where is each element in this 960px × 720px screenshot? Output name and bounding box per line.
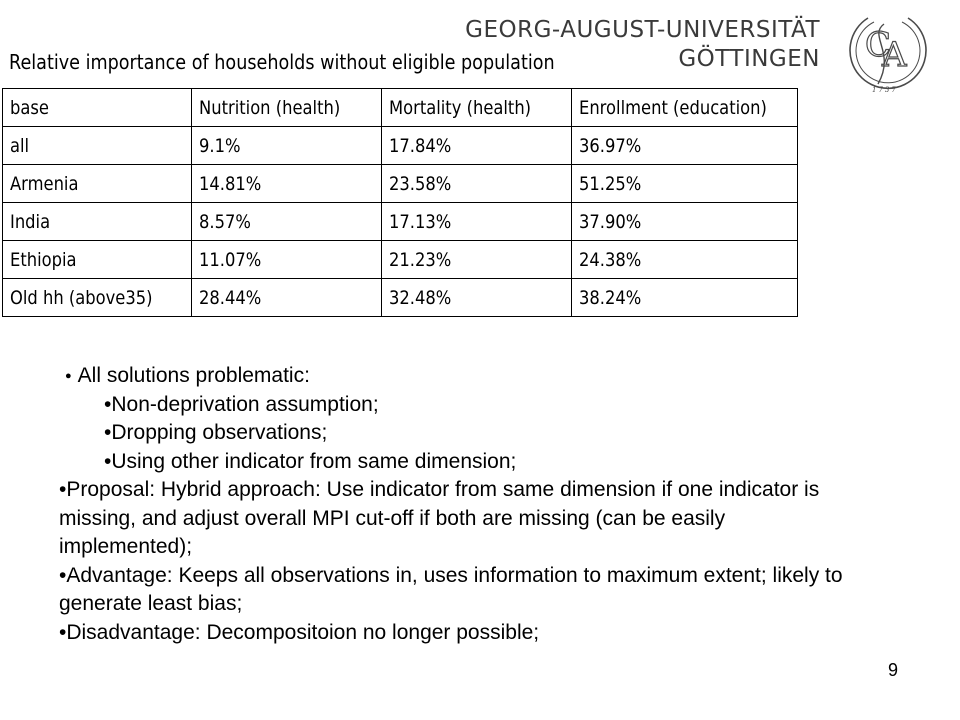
table-row [3, 203, 798, 241]
sub-bullet-item: •Non-deprivation assumption; [104, 392, 379, 416]
table-cell: 9.1% [192, 127, 382, 165]
university-name-line2: GÖTTINGEN [678, 46, 820, 72]
table-cell: 37.90% [572, 203, 798, 241]
header-cell: base [3, 89, 192, 127]
bullet-item: •Disadvantage: Decompositoion no longer possible; [59, 620, 540, 644]
table-row [3, 127, 798, 165]
page-number: 9 [888, 660, 899, 680]
table-cell: 23.58% [382, 165, 572, 203]
table-cell: 21.23% [382, 241, 572, 279]
table-cell: 17.13% [382, 203, 572, 241]
sub-bullet-item: •Dropping observations; [104, 421, 328, 444]
table-cell: Armenia [3, 165, 192, 203]
svg-text:C: C [865, 25, 892, 65]
table-cell: all [3, 127, 192, 165]
header-cell: Nutrition (health) [192, 89, 382, 127]
table-cell: Old hh (above35) [3, 279, 192, 317]
table-row [3, 241, 798, 279]
table-header-row [3, 89, 798, 127]
table-cell: 24.38% [572, 241, 798, 279]
bullet-item: •Advantage: Keeps all observations in, uses information to maximum extent; likely to generate least bias; [59, 563, 843, 615]
table-cell: 32.48% [382, 279, 572, 317]
header-cell: Enrollment (education) [572, 89, 798, 127]
table-cell: 17.84% [382, 127, 572, 165]
table-cell: India [3, 203, 192, 241]
table-cell: Ethiopia [3, 241, 192, 279]
table-row [3, 165, 798, 203]
svg-text:A: A [882, 35, 907, 75]
table-cell: 8.57% [192, 203, 382, 241]
university-seal-logo [838, 6, 930, 98]
bullet-item: •Proposal: Hybrid approach: Use indicator from same dimension if one indicator is missing, and adjust overall MPI cut-off if both are missing (can be easily implemented); [59, 478, 820, 558]
table-cell: 28.44% [192, 279, 382, 317]
bullet-list [59, 362, 859, 647]
table-cell: 36.97% [572, 127, 798, 165]
bullet-dot-icon: ● [65, 370, 72, 382]
bullet-item: ● All solutions problematic: [65, 364, 310, 387]
header-cell: Mortality (health) [382, 89, 572, 127]
data-table [2, 88, 798, 317]
table-cell: 11.07% [192, 241, 382, 279]
table-title: Relative importance of households without eligible population [9, 50, 555, 74]
university-name-line1: GEORG-AUGUST-UNIVERSITÄT [465, 17, 820, 43]
table-cell: 38.24% [572, 279, 798, 317]
table-cell: 51.25% [572, 165, 798, 203]
table-row [3, 279, 798, 317]
table-cell: 14.81% [192, 165, 382, 203]
svg-text:1737: 1737 [872, 86, 898, 94]
sub-bullet-item: •Using other indicator from same dimension; [104, 449, 517, 473]
